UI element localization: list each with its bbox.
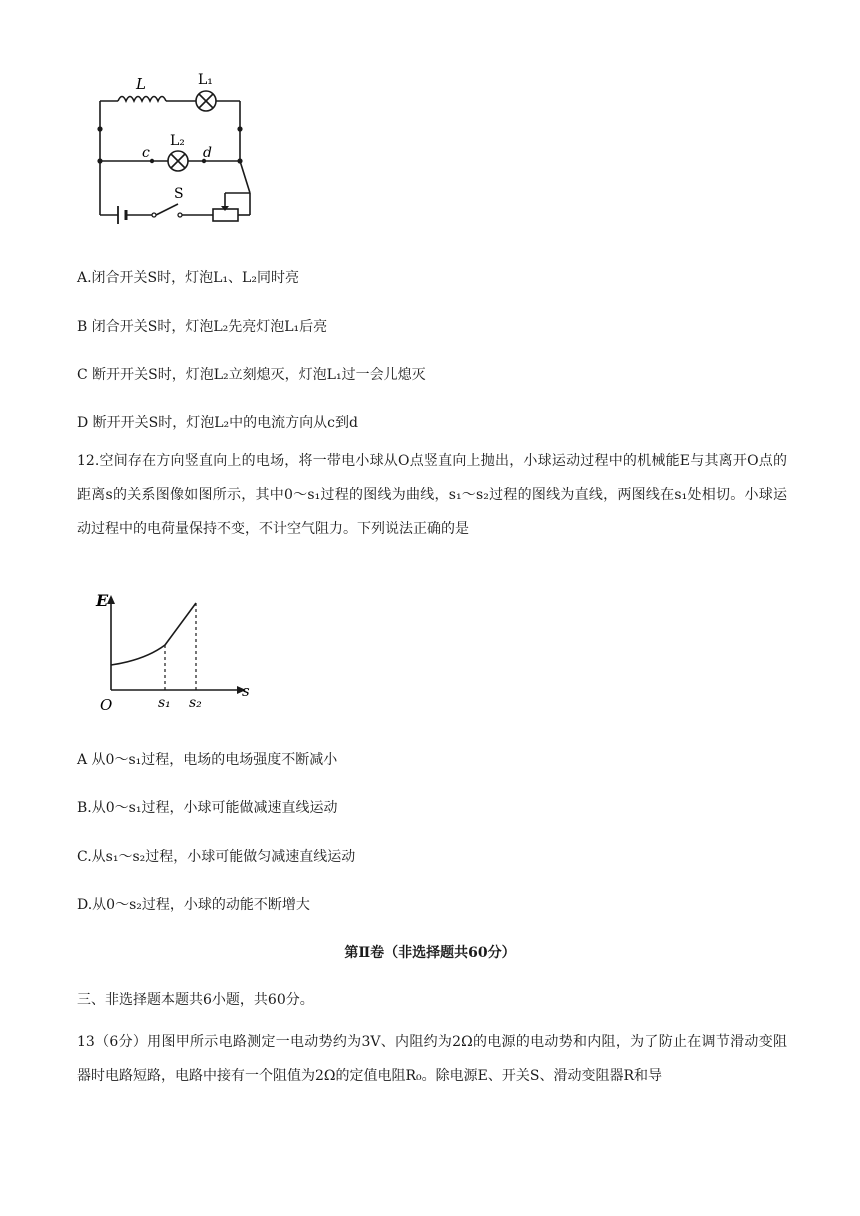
lamp2-label: L₂: [170, 133, 185, 149]
q11-option-d: D 断开开关S时，灯泡L₂中的电流方向从c到d: [77, 415, 358, 431]
node-c-label: c: [142, 145, 150, 161]
q11-option-b: B 闭合开关S时，灯泡L₂先亮灯泡L₁后亮: [77, 319, 328, 335]
q11-option-c: C 断开开关S时，灯泡L₂立刻熄灭，灯泡L₁过一会儿熄灭: [77, 367, 426, 383]
energy-curve: [111, 603, 196, 665]
tick-s1-label: s₁: [158, 695, 171, 711]
section-title: 第Ⅱ卷（非选择题共60分）: [344, 945, 516, 961]
q12-option-a: A 从0～s₁过程，电场的电场强度不断减小: [77, 752, 338, 768]
q12-option-c: C.从s₁～s₂过程，小球可能做匀减速直线运动: [77, 849, 356, 865]
axis-e-label: E: [96, 591, 109, 610]
tick-s2-label: s₂: [189, 695, 202, 711]
q12-option-b: B.从0～s₁过程，小球可能做减速直线运动: [77, 800, 338, 816]
circuit-diagram: [80, 65, 270, 235]
q12-stem: 12.空间存在方向竖直向上的电场，将一带电小球从O点竖直向上抛出，小球运动过程中的机械能E与其离开O点的距离s的关系图像如图所示，其中0～s₁过程的图线为曲线，s₁～s₂过程的图线为直线，两图线在s₁处相切。小球运动过程中的电荷量保持不变，不计空气阻力。下列说法正确的是: [77, 453, 787, 537]
rheostat-icon: [213, 209, 238, 221]
energy-distance-graph: [90, 590, 260, 720]
node-d-label: d: [203, 145, 212, 161]
q11-option-a: A.闭合开关S时，灯泡L₁、L₂同时亮: [77, 270, 299, 286]
q13-stem: 13（6分）用图甲所示电路测定一电动势约为3V、内阻约为2Ω的电源的电动势和内阻，为了防止在调节滑动变阻器时电路短路，电路中接有一个阻值为2Ω的定值电阻R₀。除电源E、开关S、滑动变阻器R和导: [77, 1034, 787, 1084]
lamp-l1-icon: [196, 91, 216, 111]
axis-s-label: s: [242, 682, 250, 700]
section-intro: 三、非选择题本题共6小题，共60分。: [77, 992, 314, 1008]
inductor-coil: [118, 97, 166, 102]
origin-label: O: [100, 696, 113, 714]
switch-label: S: [174, 186, 184, 202]
battery-icon: [118, 206, 126, 224]
inductor-label: L: [136, 75, 146, 93]
q12-option-d: D.从0～s₂过程，小球的动能不断增大: [77, 897, 310, 913]
lamp-l2-icon: [168, 151, 188, 171]
lamp1-label: L₁: [198, 72, 213, 88]
